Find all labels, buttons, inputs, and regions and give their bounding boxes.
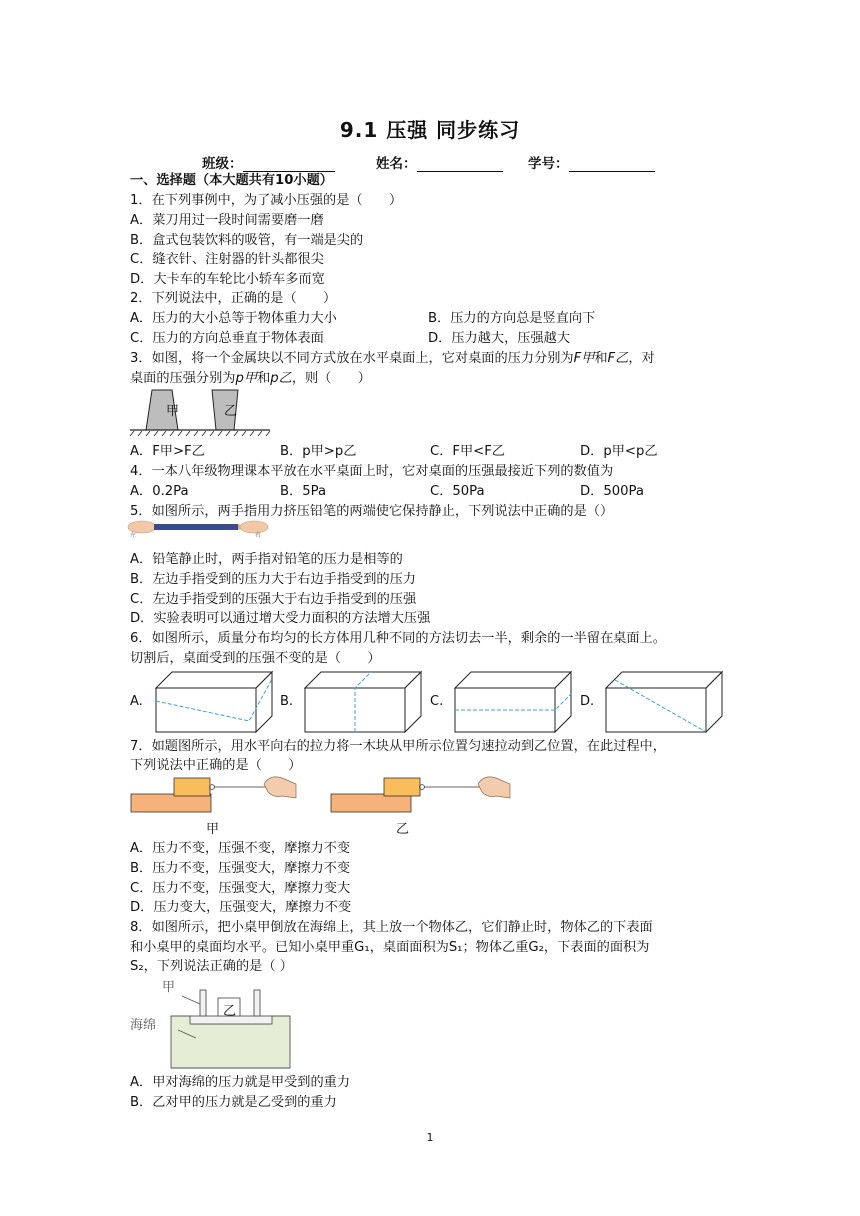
q3-p-yi: p乙 xyxy=(270,371,292,386)
q1-option-a: A．菜刀用过一段时间需要磨一磨 xyxy=(130,213,324,228)
q8-label-sponge: 海绵 xyxy=(130,1018,157,1033)
page-number: 1 xyxy=(426,1131,434,1144)
q7-figure-yi xyxy=(330,776,520,816)
q7-option-c: C．压力不变，压强变大，摩擦力变大 xyxy=(130,881,351,896)
q3-figure xyxy=(130,388,272,438)
q6-option-b-label: B. xyxy=(280,694,294,709)
q2-option-a: A．压力的大小总等于物体重力大小 xyxy=(130,311,337,326)
q1-stem: 1．在下列事例中，为了减小压强的是（ ） xyxy=(130,193,403,208)
q7-table-jia xyxy=(131,794,211,812)
page-title: 9.1 压强 同步练习 xyxy=(339,118,521,142)
id-field xyxy=(528,152,655,172)
q8-table-leg-right xyxy=(254,990,260,1016)
q4-option-d: D．500Pa xyxy=(580,484,644,499)
q3-stem-end: ，对 xyxy=(628,351,655,366)
q1-option-b: B．盒式包装饮料的吸管，有一端是尖的 xyxy=(130,233,364,248)
q7-block-jia xyxy=(174,778,210,796)
q6-option-a-label: A. xyxy=(130,694,143,709)
q7-label-yi: 乙 xyxy=(396,822,410,837)
q8-table-leg-left xyxy=(200,990,206,1016)
name-field xyxy=(376,152,503,172)
q6-figure-d xyxy=(605,671,723,733)
q7-hand-yi xyxy=(478,777,510,798)
q2-option-c: C．压力的方向总垂直于物体表面 xyxy=(130,331,324,346)
q5-option-b: B．左边手指受到的压力大于右边手指受到的压力 xyxy=(130,572,416,587)
q8-figure xyxy=(170,986,292,1070)
q5-option-d: D．实验表明可以通过增大受力面积的方法增大压强 xyxy=(130,611,431,626)
q1-option-c: C．缝衣针、注射器的针头都很尖 xyxy=(130,252,324,267)
q2-stem: 2．下列说法中，正确的是（ ） xyxy=(130,291,337,306)
section-heading: 一、选择题（本大题共有10小题） xyxy=(130,173,333,188)
q5-option-c: C．左边手指受到的压强大于右边手指受到的压强 xyxy=(130,592,417,607)
q8-label-yi: 乙 xyxy=(223,1004,237,1019)
q7-table-yi xyxy=(331,794,411,812)
q4-option-a: A．0.2Pa xyxy=(130,484,189,499)
class-label: 班级： xyxy=(202,156,243,172)
q5-left-label: 左 xyxy=(130,532,137,539)
q6-figure-c xyxy=(454,671,572,733)
q3-and2: 和 xyxy=(257,371,271,386)
q3-stem-line1 xyxy=(130,350,655,368)
q3-label-yi: 乙 xyxy=(224,404,238,419)
q7-option-a: A．压力不变，压强不变，摩擦力不变 xyxy=(130,841,351,856)
q3-option-a: A．F甲>F乙 xyxy=(130,444,205,459)
class-field xyxy=(202,152,335,172)
q6-option-d-label: D. xyxy=(580,694,595,709)
q6-figure-b xyxy=(304,671,422,733)
q3-option-b: B．p甲>p乙 xyxy=(280,444,357,459)
q7-hand-jia xyxy=(264,777,296,798)
q8-leader-jia xyxy=(182,996,200,1004)
q3-stem2-end: ，则（ ） xyxy=(291,371,371,386)
q5-stem: 5．如图所示，两手指用力挤压铅笔的两端使它保持静止，下列说法中正确的是（） xyxy=(130,504,614,519)
q7-stem-line1: 7．如题图所示，用水平向右的拉力将一木块从甲所示位置匀速拉动到乙位置，在此过程中， xyxy=(130,739,666,754)
q3-stem2-text: 桌面的压强分别为 xyxy=(130,371,236,386)
name-blank[interactable] xyxy=(417,156,503,172)
q7-stem-line2: 下列说法中正确的是（ ） xyxy=(130,758,302,773)
q3-and: 和 xyxy=(594,351,608,366)
q5-pencil-body xyxy=(154,524,238,530)
q8-stem-line2: 和小桌甲的桌面均水平。已知小桌甲重G₁，桌面面积为S₁；物体乙重G₂，下表面的面积为 xyxy=(130,940,650,955)
q7-label-jia: 甲 xyxy=(206,822,220,837)
q7-figure-jia xyxy=(130,776,300,816)
q3-p-jia: p甲 xyxy=(235,371,258,386)
q4-option-b: B．5Pa xyxy=(280,484,327,499)
q3-stem-text: 3．如图，将一个金属块以不同方式放在水平桌面上，它对桌面的压力分别为 xyxy=(130,351,574,366)
q2-option-d: D．压力越大，压强越大 xyxy=(428,331,571,346)
q3-label-jia: 甲 xyxy=(166,404,180,419)
q6-stem-line1: 6．如图所示，质量分布均匀的长方体用几种不同的方法切去一半，剩余的一半留在桌面上。 xyxy=(130,631,666,646)
q5-right-label: 右 xyxy=(255,532,262,539)
q5-right-finger xyxy=(240,521,268,533)
q1-option-d: D．大卡车的车轮比小轿车多而宽 xyxy=(130,272,325,287)
q5-option-a: A．铅笔静止时，两手指对铅笔的压力是相等的 xyxy=(130,552,403,567)
q6-stem-line2: 切割后，桌面受到的压强不变的是（ ） xyxy=(130,651,381,666)
q6-figure-a xyxy=(155,671,273,733)
id-label: 学号： xyxy=(528,156,569,172)
q7-block-yi xyxy=(384,778,420,796)
q8-option-b: B．乙对甲的压力就是乙受到的重力 xyxy=(130,1095,337,1110)
q8-stem-line3: S₂，下列说法正确的是（ ） xyxy=(130,959,293,974)
q4-option-c: C．50Pa xyxy=(430,484,485,499)
q4-stem: 4．一本八年级物理课本平放在水平桌面上时，它对桌面的压强最接近下列的数值为 xyxy=(130,464,614,479)
class-blank[interactable] xyxy=(243,156,335,172)
name-label: 姓名： xyxy=(376,156,417,172)
q2-option-b: B．压力的方向总是竖直向下 xyxy=(428,311,596,326)
q3-stem-line2 xyxy=(130,370,371,388)
q3-option-c: C．F甲<F乙 xyxy=(430,444,505,459)
q3-table-hatching xyxy=(130,431,270,436)
q3-option-d: D．p甲<p乙 xyxy=(580,444,658,459)
q7-option-d: D．压力变大，压强变大，摩擦力不变 xyxy=(130,900,352,915)
q8-label-jia: 甲 xyxy=(162,980,176,995)
q8-stem-line1: 8．如图所示，把小桌甲倒放在海绵上，其上放一个物体乙，它们静止时，物体乙的下表面 xyxy=(130,920,653,935)
q6-option-c-label: C. xyxy=(430,694,444,709)
id-blank[interactable] xyxy=(569,156,655,172)
q7-option-b: B．压力不变，压强变大，摩擦力不变 xyxy=(130,861,351,876)
q5-pencil-figure xyxy=(128,517,268,539)
q8-option-a: A．甲对海绵的压力就是甲受到的重力 xyxy=(130,1075,351,1090)
q3-f-jia: F甲 xyxy=(573,351,595,366)
q3-f-yi: F乙 xyxy=(607,351,629,366)
